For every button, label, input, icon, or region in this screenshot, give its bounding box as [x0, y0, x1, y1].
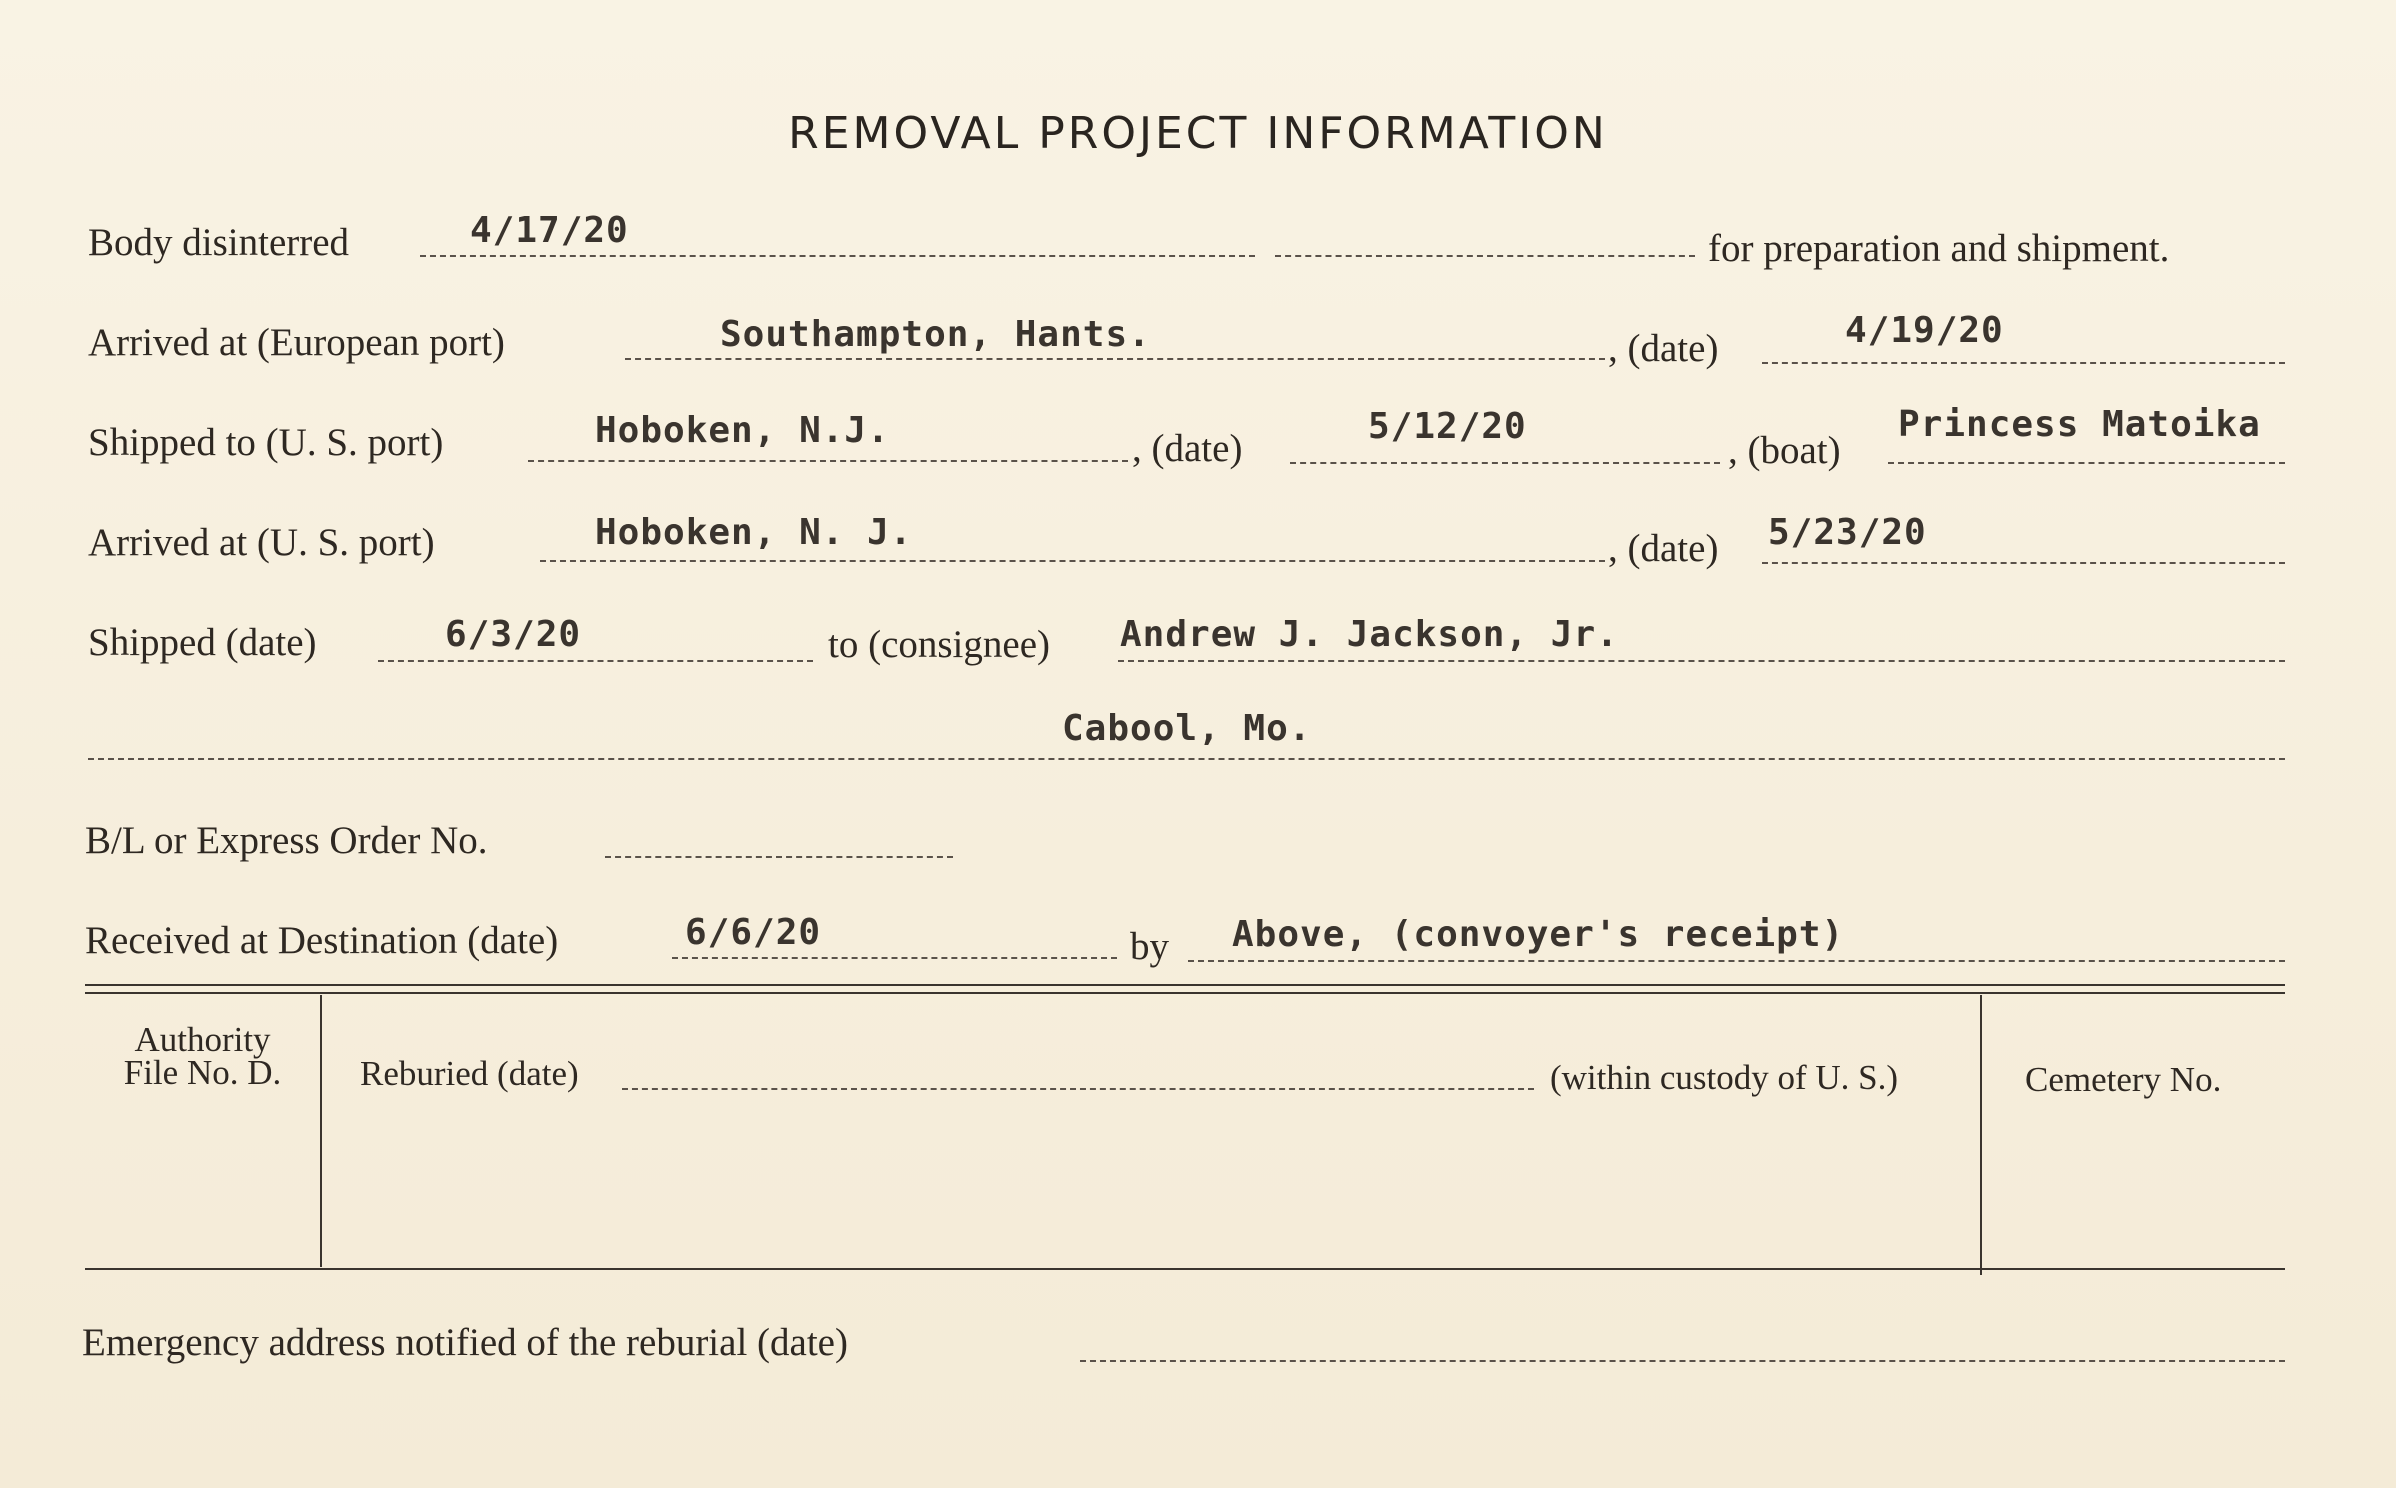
european-port-label: Arrived at (European port): [88, 321, 505, 364]
authority-label: Authority: [134, 1020, 271, 1059]
european-port-date: 4/19/20: [1845, 310, 2004, 351]
preparation-shipment-text: for preparation and shipment.: [1708, 227, 2170, 270]
body-disinterred-date: 4/17/20: [470, 210, 629, 251]
bl-order-label: B/L or Express Order No.: [85, 819, 488, 862]
shipped-to-port: Hoboken, N.J.: [595, 410, 890, 451]
boat-name: Princess Matoika: [1898, 404, 2261, 445]
shipped-to-date-label: , (date): [1132, 427, 1243, 470]
cemetery-no-label: Cemetery No.: [2025, 1060, 2222, 1099]
received-destination-label: Received at Destination (date): [85, 919, 559, 962]
arrived-us-date: 5/23/20: [1768, 512, 1927, 553]
received-date: 6/6/20: [685, 912, 822, 953]
reburied-label: Reburied (date): [360, 1054, 579, 1093]
consignee-label: to (consignee): [828, 623, 1051, 666]
shipped-date-label: Shipped (date): [88, 621, 317, 664]
arrived-us-date-label: , (date): [1608, 527, 1719, 570]
shipped-date: 6/3/20: [445, 614, 582, 655]
file-no-label: File No. D.: [123, 1053, 282, 1092]
boat-label: , (boat): [1728, 429, 1841, 472]
consignee-address: Cabool, Mo.: [1062, 708, 1312, 749]
arrived-us-port-label: Arrived at (U. S. port): [88, 521, 435, 564]
card-title: REMOVAL PROJECT INFORMATION: [788, 108, 1608, 159]
received-by-label: by: [1130, 925, 1169, 968]
shipped-to-date: 5/12/20: [1368, 406, 1527, 447]
european-port-value: Southampton, Hants.: [720, 314, 1151, 355]
consignee-name: Andrew J. Jackson, Jr.: [1120, 614, 1619, 655]
shipped-to-label: Shipped to (U. S. port): [88, 421, 444, 464]
european-port-date-label: , (date): [1608, 327, 1719, 370]
custody-label: (within custody of U. S.): [1550, 1058, 1899, 1097]
body-disinterred-label: Body disinterred: [88, 221, 350, 264]
emergency-label: Emergency address notified of the reburial (date): [82, 1321, 848, 1364]
received-by-value: Above, (convoyer's receipt): [1232, 914, 1845, 955]
arrived-us-port-value: Hoboken, N. J.: [595, 512, 913, 553]
